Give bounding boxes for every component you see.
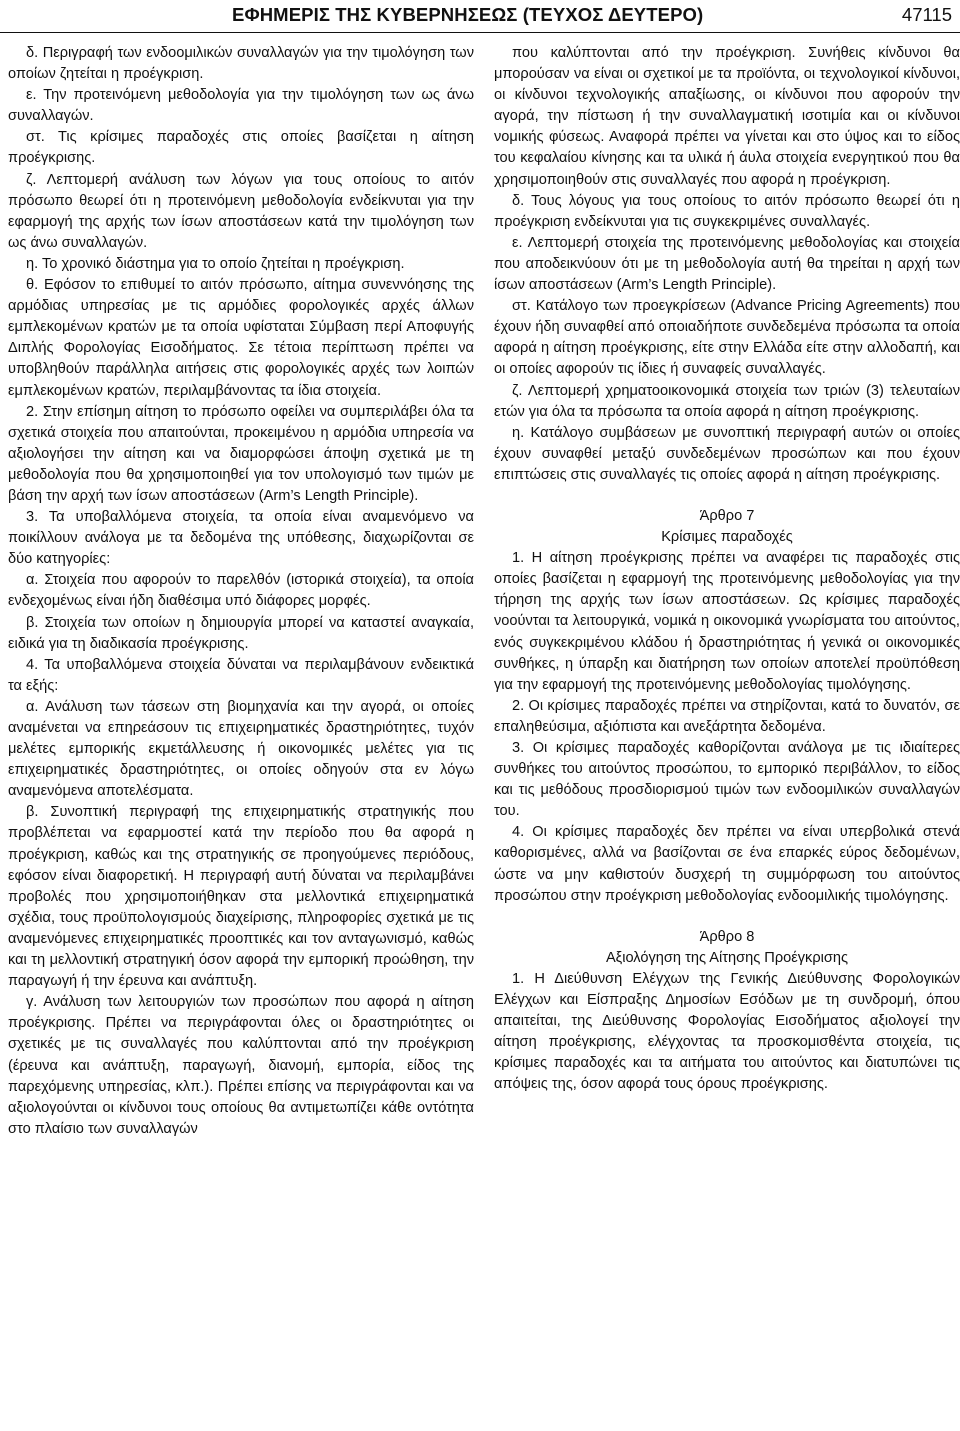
paragraph: ζ. Λεπτομερή χρηματοοικονομικά στοιχεία των τριών (3) τελευταίων ετών για όλα τα πρόσωπα τα οποία αφορά η αίτηση προέγκρισης. [494, 382, 960, 420]
left-column [8, 43, 474, 1140]
paragraph: 2. Στην επίσημη αίτηση το πρόσωπο οφείλει να συμπεριλάβει όλα τα σχετικά στοιχεία που απαιτούνται, προκειμένου η αρμόδια υπηρεσία να αξιολογήσει την αίτηση και να διαμορφώσει άποψη σχετικά με τη μεθοδολογία που θα χρησιμοποιηθεί για τον υπολογισμό των τιμών με βάση την αρχή των ίσων αποστάσεων (Arm’s Length Principle). [8, 403, 474, 504]
paragraph: β. Συνοπτική περιγραφή της επιχειρηματικής στρατηγικής που προβλέπεται να εφαρμοστεί κατά την περίοδο που θα αφορά η προέγκριση, καθώς και της στρατηγικής σε προηγούμενες περιόδους, εφόσον είναι διαφορετική. Η περιγραφή αυτή δύναται να περιλαμβάνει προβολές που χρησιμοποιήθηκαν στα μελλοντικά επιχειρηματικά σχέδια, τους προϋπολογισμούς διαχείρισης, πληροφορίες σχετικά με τις αναμενόμενες επιχειρηματικές προοπτικές και τον ανταγωνισμό, καθώς και τη μελλοντική στρατηγική όσον αφορά την εμπορική προώθηση, την παραγωγή ή την έρευνα και ανάπτυξη. [8, 804, 474, 990]
paragraph: 1. Η Διεύθυνση Ελέγχων της Γενικής Διεύθυνσης Φορολογικών Ελέγχων και Είσπραξης Δημοσίων Εσόδων με τη συνδρομή, όπου απαιτείται, της Διεύθυνσης Φορολογίας Εισοδήματος αξιολογεί την αίτηση προέγκρισης, ελέγχοντας τα προσκομισθέντα στοιχεία, τις κρίσιμες παραδοχές και τα αιτήματα του αιτούντος και διατυπώνει τις απόψεις της, όσον αφορά τους όρους προέγκρισης. [494, 970, 960, 1093]
paragraph: 3. Οι κρίσιμες παραδοχές καθορίζονται ανάλογα με τις ιδιαίτερες συνθήκες του αιτούντος προσώπου, το εμπορικό περιβάλλον, το είδος και τις μεθόδους προσδιορισμού τιμών των ενδοομιλικών συναλλαγών του. [494, 740, 960, 820]
article-7-title: Κρίσιμες παραδοχές [661, 529, 793, 546]
paragraph: 3. Τα υποβαλλόμενα στοιχεία, τα οποία είναι αναμενόμενο να ποικίλλουν ανάλογα με τα δεδομένα της υπόθεσης, διαχωρίζονται σε δύο κατηγορίες: [8, 509, 474, 568]
paragraph: που καλύπτονται από την προέγκριση. Συνήθεις κίνδυνοι θα μπορούσαν να είναι οι σχετικοί με τα προϊόντα, οι τεχνολογικοί κίνδυνοι, οι κίνδυνοι τεχνολογικής απαξίωσης, οι κίνδυνοι που αφορούν την αγορά, την πίστωση ή την συναλλαγματική ισοτιμία και οι κίνδυνοι νομικής φύσεως. Αναφορά πρέπει να γίνεται και στο ύψος και το είδος του κεφαλαίου κίνησης και τα υλικά ή άυλα στοιχεία ενεργητικού που θα χρησιμοποιηθούν στις συναλλαγές που αφορά η προέγκριση. [494, 45, 960, 188]
paragraph: α. Στοιχεία που αφορούν το παρελθόν (ιστορικά στοιχεία), τα οποία ενδεχομένως είναι ήδη διαθέσιμα υπό διάφορες μορφές. [8, 572, 474, 610]
paragraph: στ. Κατάλογο των προεγκρίσεων (Advance Pricing Agreements) που έχουν ήδη συναφθεί από οποιαδήποτε συνδεδεμένα πρόσωπα τα οποία αφορά η αίτηση προέγκρισης, είτε στην Ελλάδα είτε στην αλλοδαπή, και οι οποίες αφορούν τις ίδιες ή συναφείς συναλλαγές. [494, 298, 960, 378]
paragraph: δ. Τους λόγους για τους οποίους το αιτόν πρόσωπο θεωρεί ότι η προέγκριση ενδείκνυται για τις συγκεκριμένες συναλλαγές. [494, 192, 960, 230]
paragraph: στ. Τις κρίσιμες παραδοχές στις οποίες βασίζεται η αίτηση προέγκρισης. [8, 129, 474, 167]
article-7-number: Άρθρο 7 [699, 507, 755, 524]
paragraph: θ. Εφόσον το επιθυμεί το αιτόν πρόσωπο, αίτημα συνεννόησης της αρμόδιας υπηρεσίας με τις αρμόδιες φορολογικές αρχές άλλων εμπλεκομένων κρατών με τα οποία υφίσταται Σύμβαση περί Αποφυγής Διπλής Φορολογίας Εισοδήματος. Σε τέτοια περίπτωση πρέπει να υποβληθούν παράλληλα αιτήσεις στις φορολογικές αρχές των λοιπών εμπλεκομένων κρατών, περιλαμβάνοντας τα ίδια στοιχεία. [8, 277, 474, 399]
paragraph: γ. Ανάλυση των λειτουργιών των προσώπων που αφορά η αίτηση προέγκρισης. Πρέπει να περιγράφονται όλες οι δραστηριότητες οι σχετικές με τις συναλλαγές που καλύπτονται από την προέγκριση (έρευνα και ανάπτυξη, παραγωγή, διανομή, εμπορία, είδος της παρεχόμενης υπηρεσίας, κλπ.). Πρέπει επίσης να περιγράφονται και να αξιολογούνται οι κίνδυνοι τους οποίους θα αντιμετωπίζει κάθε οντότητα στο πλαίσιο των συναλλαγών [8, 994, 474, 1137]
paragraph: ε. Την προτεινόμενη μεθοδολογία για την τιμολόγηση των ως άνω συναλλαγών. [8, 87, 474, 125]
paragraph: ζ. Λεπτομερή ανάλυση των λόγων για τους οποίους το αιτόν πρόσωπο θεωρεί ότι η προτεινόμενη μεθοδολογία ενδείκνυται για την εφαρμογή της αρχής των ίσων αποστάσεων κατά την τιμολόγηση των ως άνω συναλλαγών. [8, 171, 474, 251]
paragraph: α. Ανάλυση των τάσεων στη βιομηχανία και την αγορά, οι οποίες αναμένεται να επηρεάσουν τις επιχειρηματικές δραστηριότητες, τυχόν μελέτες εμπορικής εκμετάλλευσης ή οικονομικές μελέτες για τις επιχειρηματικές δραστηριότητες, οι οποίες οδηγούν στα εν λόγω αναμενόμενα αποτελέσματα. [8, 698, 474, 800]
paragraph: 4. Οι κρίσιμες παραδοχές δεν πρέπει να είναι υπερβολικά στενά καθορισμένες, αλλά να βασίζονται σε ένα επαρκές εύρος δεδομένων, ώστε να μην καθιστούν δυσχερή τη συμμόρφωση του αιτούντος προσώπου στην προέγκριση μεθοδολογίας ενδοομιλικής τιμολόγησης. [494, 824, 960, 904]
paragraph: 4. Τα υποβαλλόμενα στοιχεία δύναται να περιλαμβάνουν ενδεικτικά τα εξής: [8, 656, 474, 694]
article-8-title: Αξιολόγηση της Αίτησης Προέγκρισης [605, 949, 849, 966]
gazette-title: ΕΦΗΜΕΡΙΣ ΤΗΣ ΚΥΒΕΡΝΗΣΕΩΣ (ΤΕΥΧΟΣ ΔΕΥΤΕΡΟ) [232, 4, 704, 25]
paragraph: δ. Περιγραφή των ενδοομιλικών συναλλαγών για την τιμολόγηση των οποίων ζητείται η προέγκριση. [8, 45, 474, 83]
paragraph: 1. Η αίτηση προέγκρισης πρέπει να αναφέρει τις παραδοχές στις οποίες βασίζεται η εφαρμογή της προτεινόμενης μεθοδολογίας για την τήρηση της αρχής των ίσων αποστάσεων. Ως κρίσιμες παραδοχές νοούνται τα λειτουργικά, νομικά η οικονομικά γνωρίσματα του αιτούντος, ενός συγκεκριμένου κλάδου ή δραστηριότητας ή γενικά οι οικονομικές συνθήκες, η ύπαρξη και διατήρηση των οποίων αποτελεί προϋπόθεση για την εφαρμογή της προτεινόμενης μεθοδολογίας τιμολόγησης. [494, 550, 960, 693]
paragraph: η. Το χρονικό διάστημα για το οποίο ζητείται η προέγκριση. [26, 255, 405, 272]
header-divider [0, 32, 960, 33]
paragraph: β. Στοιχεία των οποίων η δημιουργία μπορεί να καταστεί αναγκαία, ειδικά για τη διαδικασία προέγκρισης. [8, 614, 474, 652]
paragraph: η. Κατάλογο συμβάσεων με συνοπτική περιγραφή αυτών οι οποίες έχουν συναφθεί μεταξύ συνδεδεμένων προσώπων και που έχουν επιπτώσεις στις συναλλαγές τις οποίες αφορά η αίτηση προέγκρισης. [494, 424, 960, 483]
right-column [494, 43, 960, 1096]
paragraph: 2. Οι κρίσιμες παραδοχές πρέπει να στηρίζονται, κατά το δυνατόν, σε επαληθεύσιμα, αξιόπιστα και ανεξάρτητα δεδομένα. [494, 697, 960, 735]
page-number: 47115 [901, 4, 952, 25]
article-8-number: Άρθρο 8 [699, 928, 755, 945]
paragraph: ε. Λεπτομερή στοιχεία της προτεινόμενης μεθοδολογίας και στοιχεία που αποδεικνύουν ότι με τη μεθοδολογία αυτή θα τηρείται η αρχή των ίσων αποστάσεων (Arm’s Length Principle). [494, 234, 960, 294]
